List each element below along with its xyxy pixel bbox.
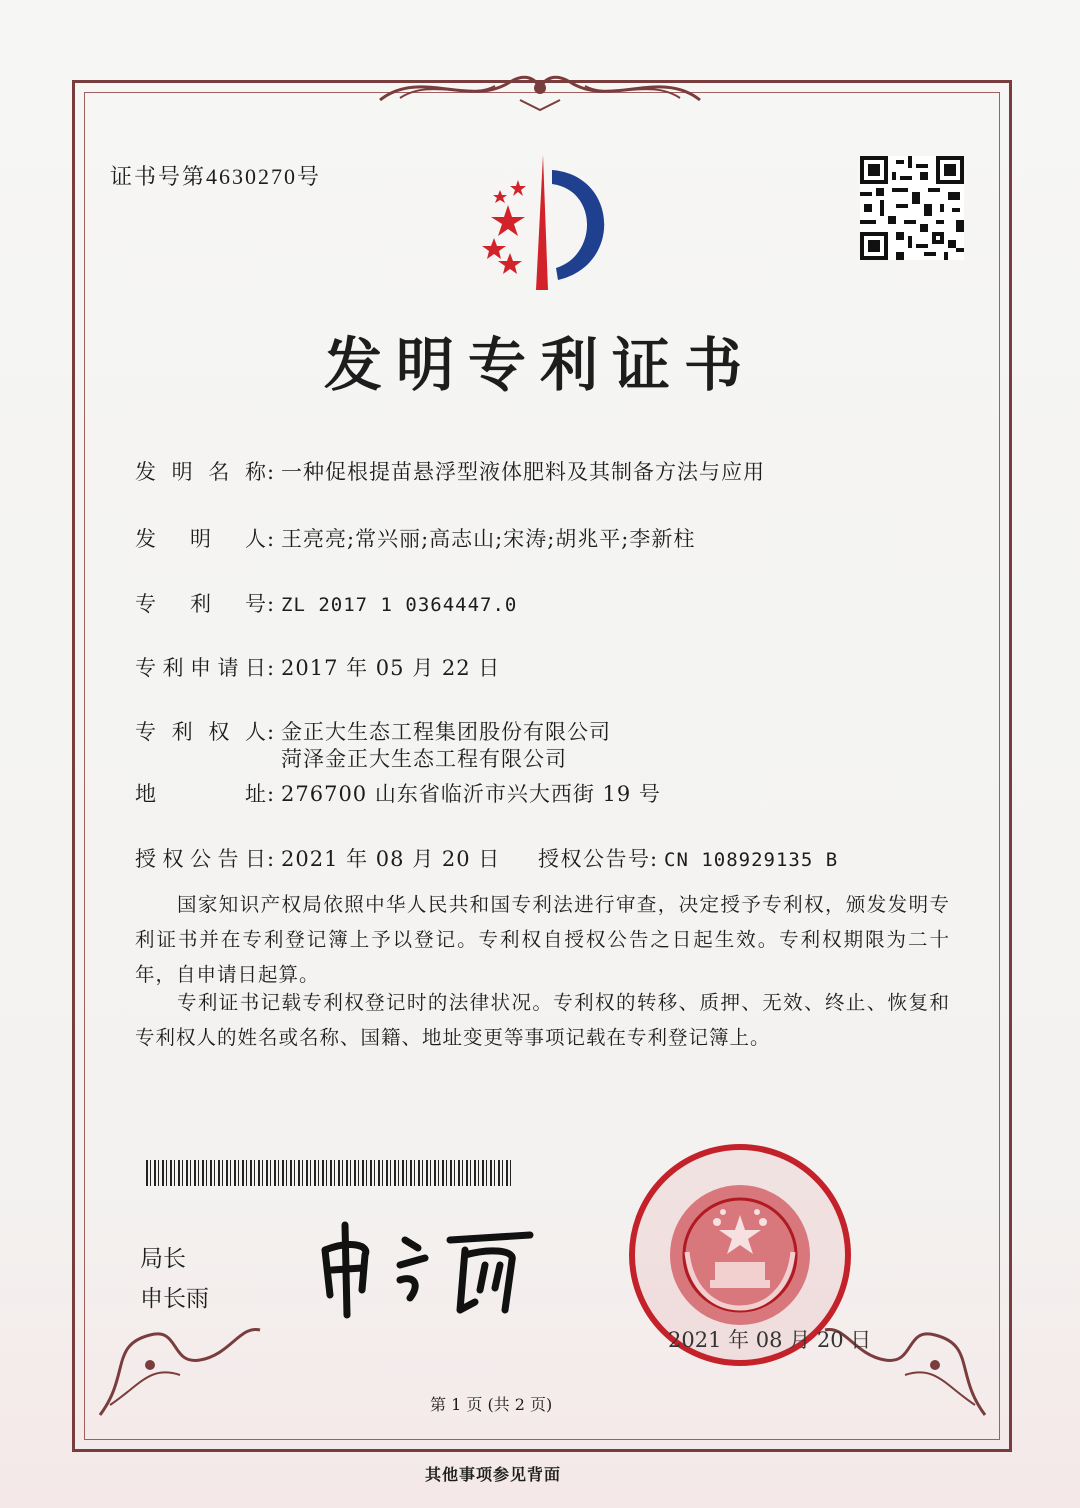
grant-number-row: 授权公告号: CN 108929135 B xyxy=(538,843,838,873)
grant-date-row: 授权公告日: 2021 年 08 月 20 日 xyxy=(135,843,500,873)
application-date-label: 专利申请日 xyxy=(135,656,267,680)
body-paragraph-2: 专利证书记载专利权登记时的法律状况。专利权的转移、质押、无效、终止、恢复和专利权人的姓名或名称、国籍、地址变更等事项记载在专利登记簿上。 xyxy=(135,991,950,1049)
patentee-row-2 xyxy=(281,743,567,773)
cnipa-logo-icon xyxy=(448,150,628,295)
handwritten-signature xyxy=(300,1210,550,1320)
patent-number-row: 专利号: ZL 2017 1 0364447.0 xyxy=(135,588,517,618)
footer-note: 其他事项参见背面 xyxy=(425,1465,562,1484)
address-row: 地址: 276700 山东省临沂市兴大西街 19 号 xyxy=(135,778,661,808)
patentee-value-2: 菏泽金正大生态工程有限公司 xyxy=(281,747,567,771)
invention-name-row: 发明名称: 一种促根提苗悬浮型液体肥料及其制备方法与应用 xyxy=(135,456,765,486)
inventors-row: 发明人: 王亮亮;常兴丽;高志山;宋涛;胡兆平;李新柱 xyxy=(135,523,695,553)
address-label: 地址 xyxy=(135,782,267,806)
patent-number-label: 专利号 xyxy=(135,592,267,616)
inventors-label: 发明人 xyxy=(135,527,267,551)
director-name: 申长雨 xyxy=(140,1286,209,1312)
seal-date: 2021 年 08 月 20 日 xyxy=(668,1328,872,1352)
grant-number-value: CN 108929135 B xyxy=(664,849,839,871)
invention-name-label: 发明名称 xyxy=(135,460,267,484)
grant-number-label: 授权公告号 xyxy=(538,847,650,871)
director-title: 局长 xyxy=(140,1246,186,1272)
application-date-row: 专利申请日: 2017 年 05 月 22 日 xyxy=(135,652,500,682)
certificate-title: 发明专利证书 xyxy=(323,331,756,399)
bottom-left-ornament xyxy=(90,1305,270,1425)
page-number: 第 1 页 (共 2 页) xyxy=(430,1395,553,1414)
application-date-value: 2017 年 05 月 22 日 xyxy=(281,656,501,680)
inventors-value: 王亮亮;常兴丽;高志山;宋涛;胡兆平;李新柱 xyxy=(281,527,696,551)
patentee-row: 专利权人: 金正大生态工程集团股份有限公司 xyxy=(135,716,611,746)
certificate-number: 证书号第4630270号 xyxy=(110,164,322,189)
grant-date-label: 授权公告日 xyxy=(135,847,267,871)
invention-name-value: 一种促根提苗悬浮型液体肥料及其制备方法与应用 xyxy=(281,460,765,484)
body-paragraph-1: 国家知识产权局依照中华人民共和国专利法进行审查，决定授予专利权，颁发发明专利证书并在专利登记簿上予以登记。专利权自授权公告之日起生效。专利权期限为二十年，自申请日起算。 xyxy=(135,893,950,986)
address-value: 276700 山东省临沂市兴大西街 19 号 xyxy=(281,782,661,806)
patentee-label: 专利权人 xyxy=(135,720,267,744)
barcode-icon xyxy=(146,1160,514,1186)
top-ornament xyxy=(360,58,720,118)
patent-number-value: ZL 2017 1 0364447.0 xyxy=(281,594,518,616)
grant-date-value: 2021 年 08 月 20 日 xyxy=(281,847,501,871)
patentee-value-1: 金正大生态工程集团股份有限公司 xyxy=(281,720,611,744)
qr-code-icon xyxy=(860,156,964,260)
